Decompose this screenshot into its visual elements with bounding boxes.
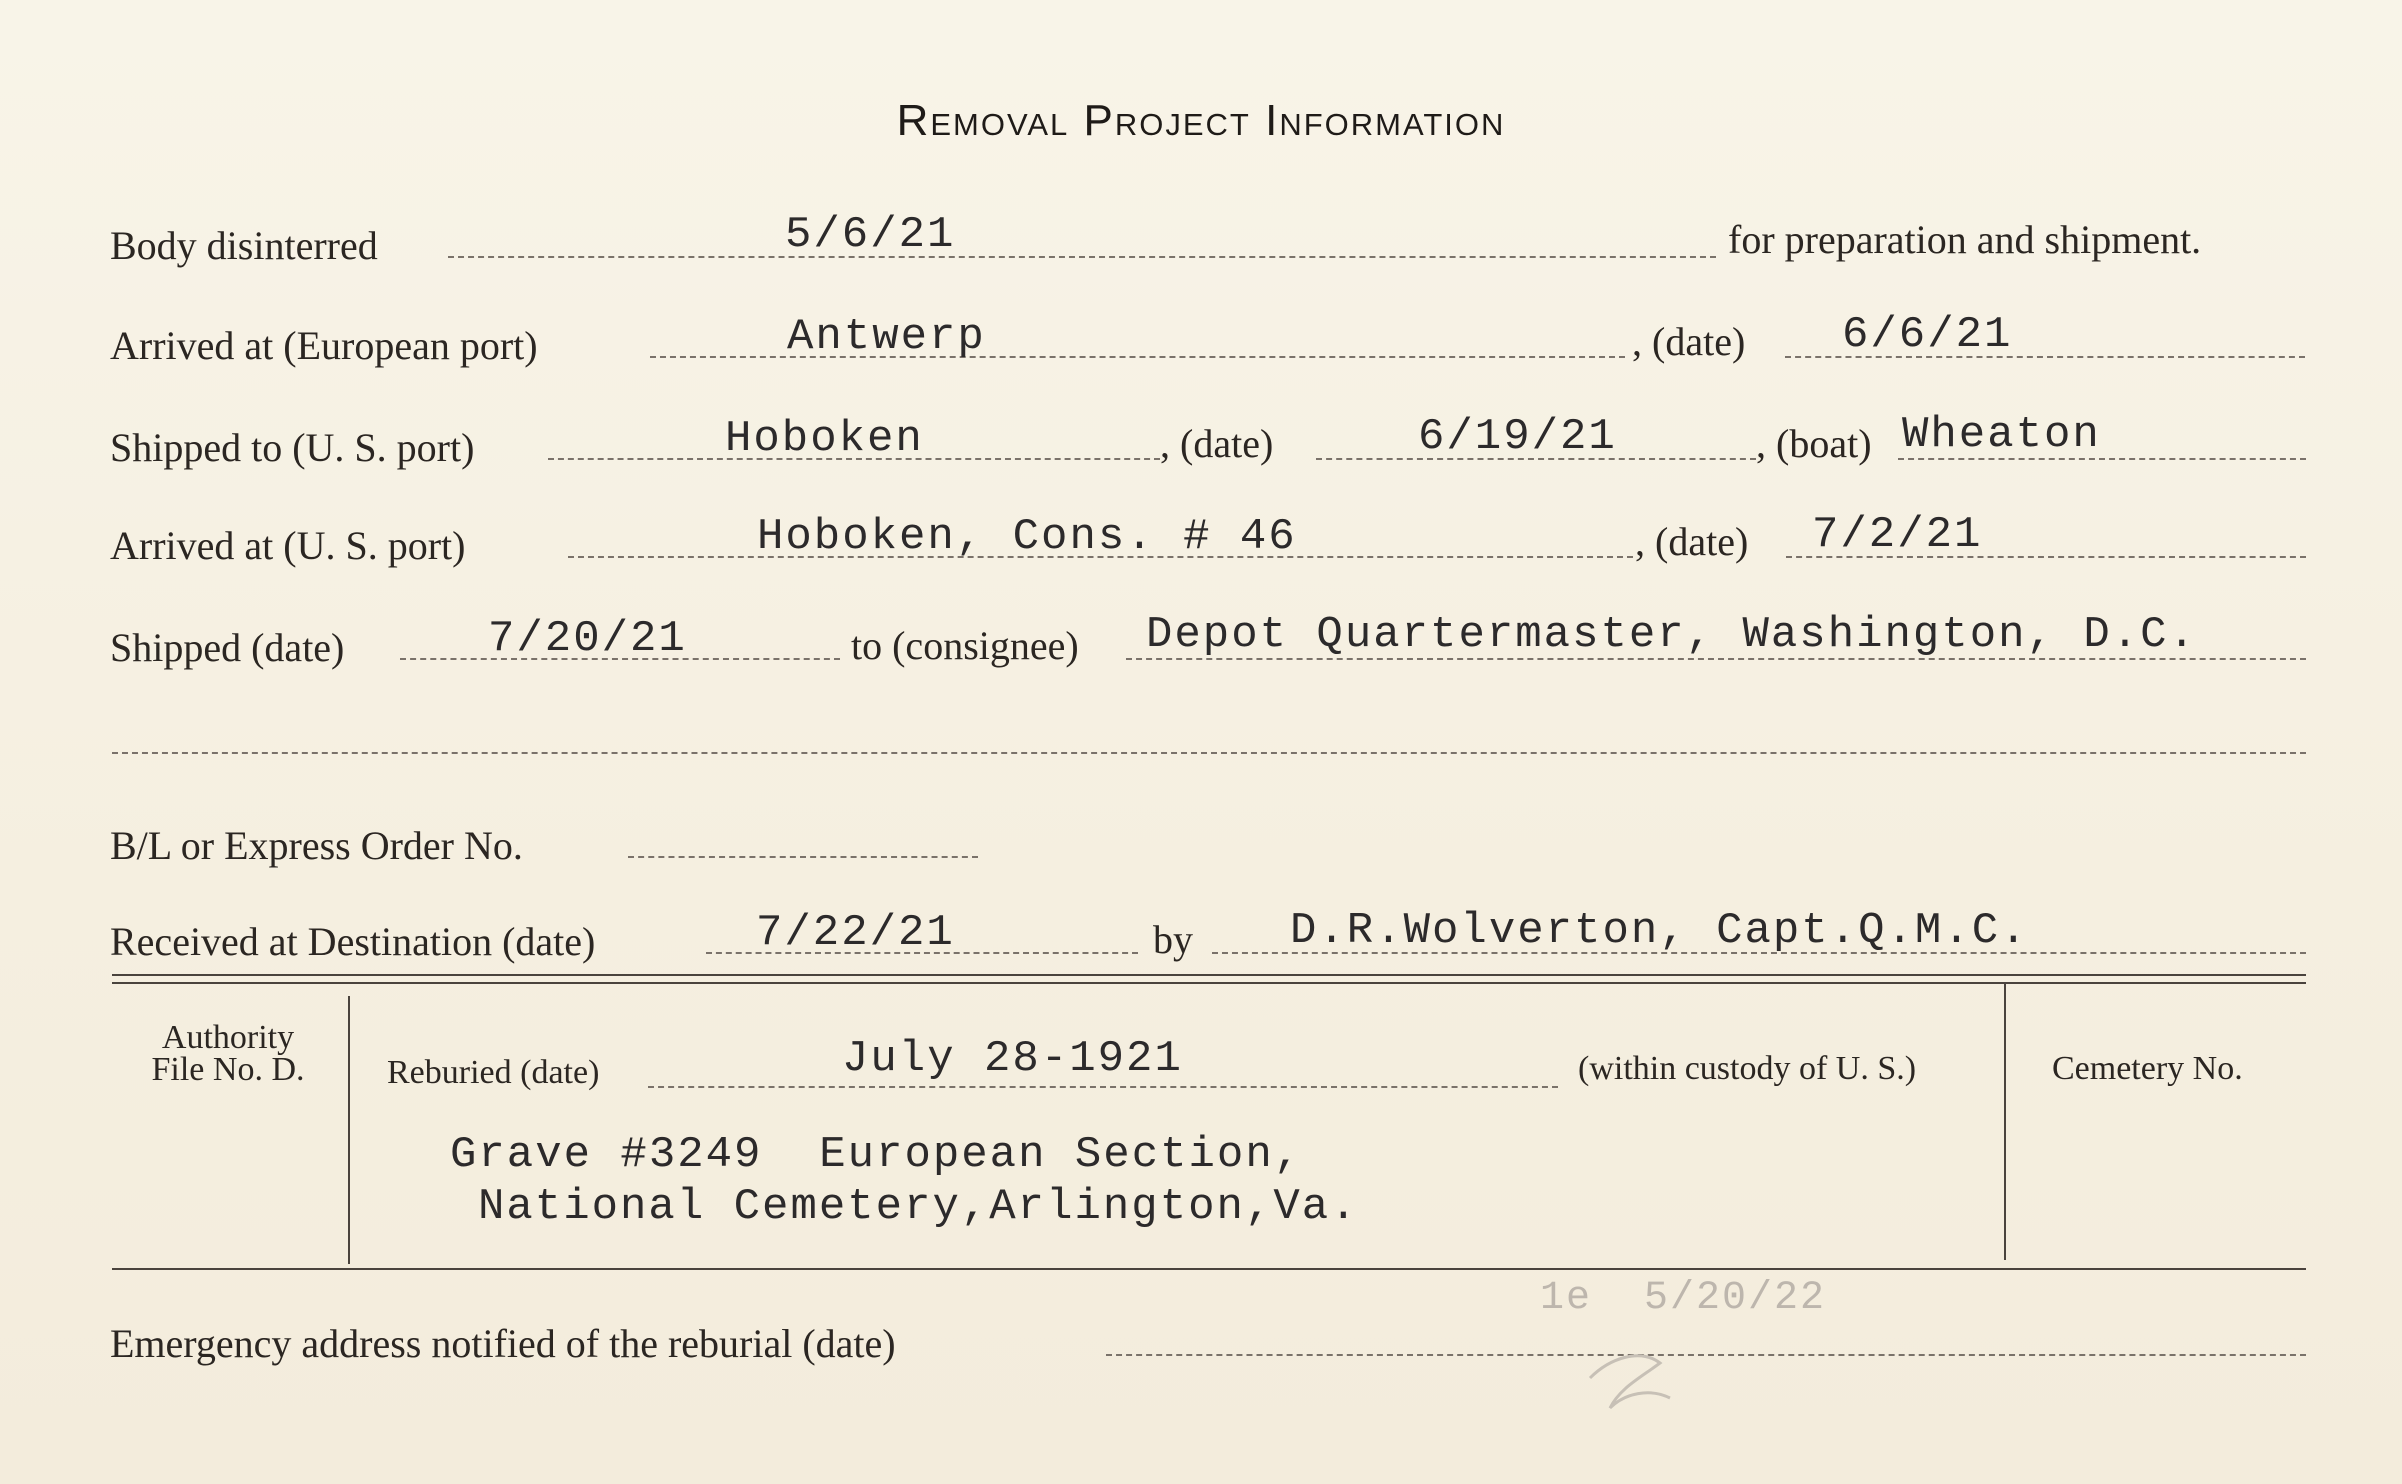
us-shipped-date: 6/19/21	[1418, 412, 1617, 462]
box-divider-right	[2004, 984, 2006, 1260]
box-top-rule	[112, 974, 2306, 976]
box-top-rule-double	[112, 982, 2306, 984]
emergency-address-label: Emergency address notified of the reburial (date)	[110, 1321, 896, 1366]
dotted-line	[628, 856, 978, 858]
us-arrival-port-value: Hoboken, Cons. # 46	[757, 512, 1297, 562]
body-disinterred-label: Body disinterred	[110, 223, 378, 268]
custody-note: (within custody of U. S.)	[1578, 1050, 1917, 1087]
bl-express-order-label: B/L or Express Order No.	[110, 823, 523, 868]
arrived-european-port-label: Arrived at (European port)	[110, 323, 538, 368]
shipped-us-port-label: Shipped to (U. S. port)	[110, 425, 475, 470]
received-by: D.R.Wolverton, Capt.Q.M.C.	[1290, 906, 2029, 956]
grave-location-line-2: National Cemetery,Arlington,Va.	[478, 1182, 1359, 1232]
grave-location-line-1: Grave #3249 European Section,	[450, 1130, 1303, 1180]
preparation-shipment-text: for preparation and shipment.	[1728, 217, 2202, 262]
date-label: , (date)	[1160, 421, 1274, 466]
cemetery-no-label: Cemetery No.	[2052, 1050, 2243, 1087]
shipped-date: 7/20/21	[488, 614, 687, 664]
dotted-line	[448, 256, 1716, 258]
faint-handwritten-mark	[1570, 1318, 1710, 1428]
shipped-date-label: Shipped (date)	[110, 625, 345, 670]
received-date: 7/22/21	[756, 908, 955, 958]
reburied-date-label: Reburied (date)	[387, 1054, 600, 1091]
box-bottom-rule	[112, 1268, 2306, 1270]
dotted-line	[648, 1086, 1558, 1088]
disinterred-date: 5/6/21	[785, 210, 956, 260]
consignee-value: Depot Quartermaster, Washington, D.C.	[1146, 610, 2197, 660]
boat-name: Wheaton	[1902, 410, 2101, 460]
arrived-us-port-label: Arrived at (U. S. port)	[110, 523, 466, 568]
consignee-label: to (consignee)	[851, 623, 1079, 668]
received-destination-label: Received at Destination (date)	[110, 919, 596, 964]
us-port-value: Hoboken	[725, 414, 924, 464]
box-divider-left	[348, 996, 350, 1264]
european-arrival-date: 6/6/21	[1842, 310, 2013, 360]
card-title: Removal Project Information	[896, 96, 1506, 145]
by-label: by	[1153, 917, 1193, 962]
date-label: , (date)	[1632, 319, 1746, 364]
date-label: , (date)	[1635, 519, 1749, 564]
authority-file-label: Authority File No. D.	[151, 1019, 305, 1088]
reburied-date: July 28-1921	[842, 1034, 1183, 1084]
european-port-value: Antwerp	[787, 312, 986, 362]
blank-dotted-line	[112, 752, 2306, 754]
faint-stamp-text: 1e 5/20/22	[1540, 1276, 1827, 1321]
us-arrival-date: 7/2/21	[1812, 510, 1983, 560]
boat-label: , (boat)	[1756, 421, 1872, 466]
